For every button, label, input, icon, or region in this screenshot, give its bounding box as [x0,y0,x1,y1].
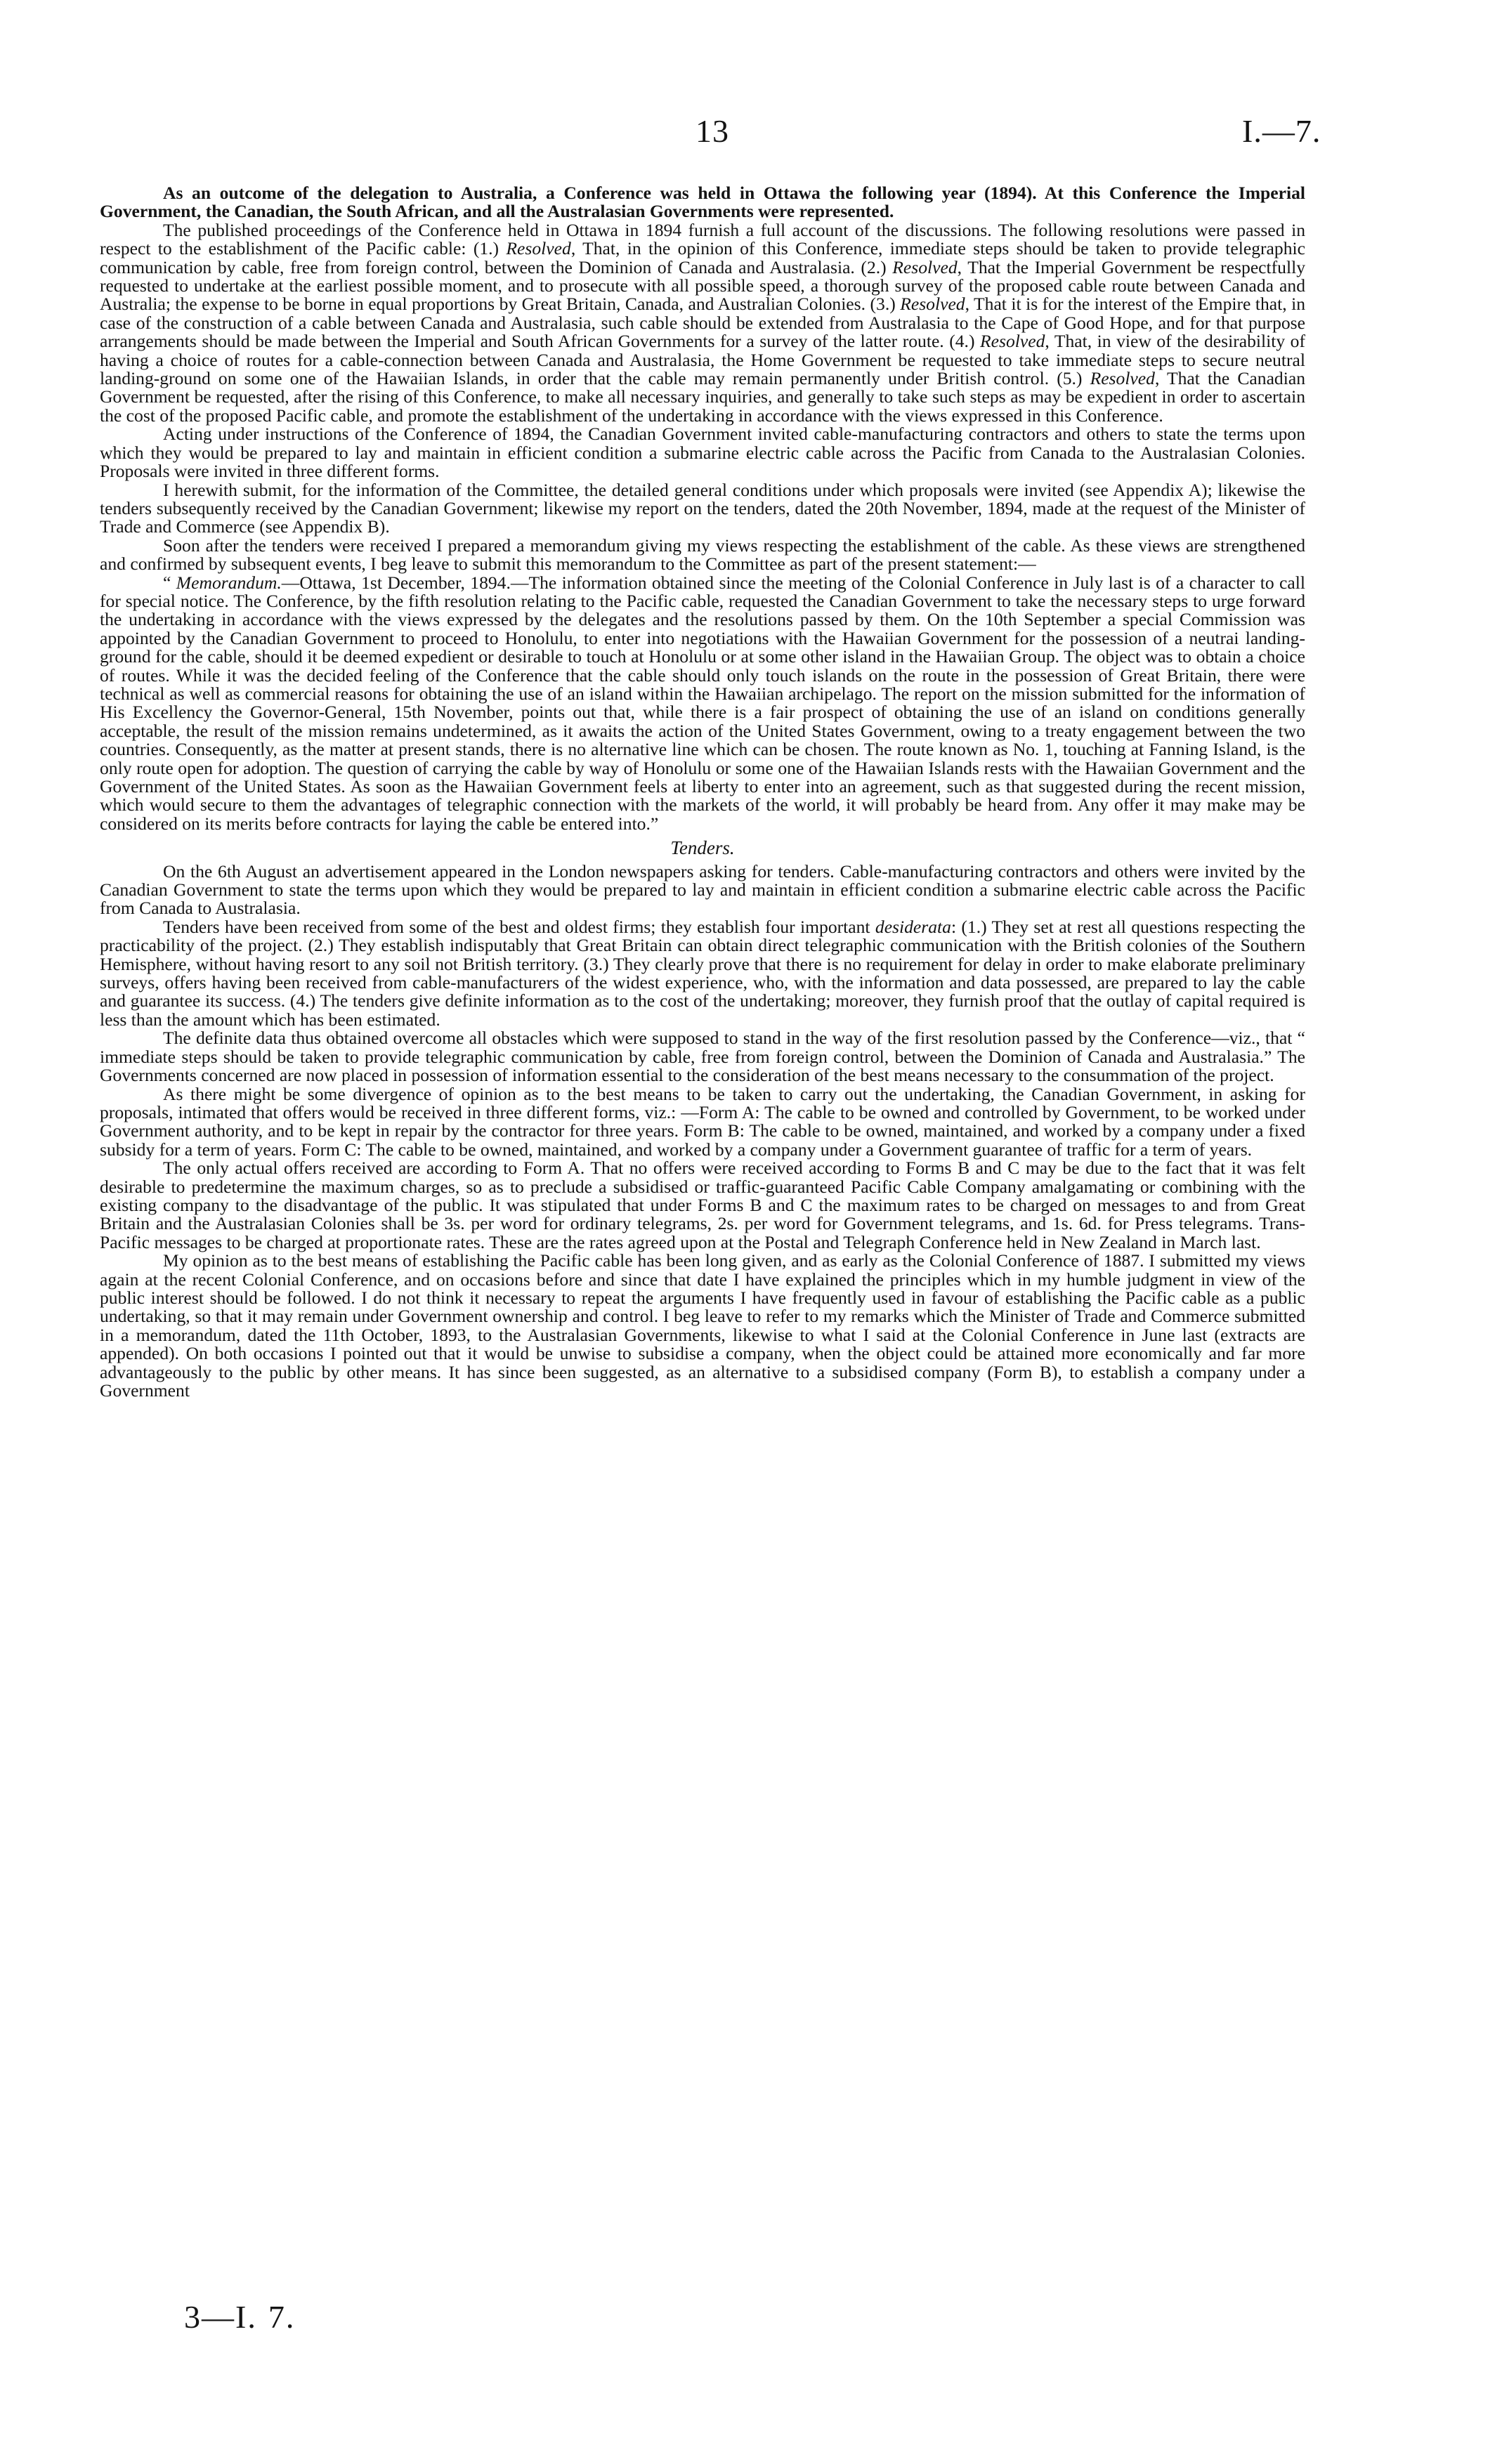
text-run: —Ottawa, 1st December, 1894.—The information obtained since the meeting of the Colonial Conference in July last is of a character to call for special notice. The Conference, by the fifth resolution relating to the Pacific cable, requested the Canadian Government to take the necessary steps to urge forward the undertaking in accordance with the views expressed by the delegates and the resolutions passed by them. On the 10th September a special Commission was appointed by the Canadian Government to proceed to Honolulu, to enter into negotiations with the Hawaiian Government for the possession of a neutrai landing-ground for the cable, should it be deemed expedient or desirable to touch at Honolulu or at some other island in the Hawaiian Group. The object was to obtain a choice of routes. While it was the decided feeling of the Conference that the cable should only touch islands on the route in the possession of Great Britain, there were technical as well as commercial reasons for obtaining the use of an island within the Hawaiian archipelago. The report on the mission submitted for the information of His Excellency the Governor-General, 15th November, points out that, while there is a fair prospect of obtaining the use of an island on conditions generally acceptable, the result of the mission remains undetermined, as it awaits the action of the United States Government, owing to a treaty engagement between the two countries. Consequently, as the matter at present stands, there is no alternative line which can be chosen. The route known as No. 1, touching at Fanning Island, is the only route open for adoption. The question of carrying the cable by way of Honolulu or some one of the Hawaiian Islands rests with the Hawaiian Government and the Government of the United States. As soon as the Hawaiian Government feels at liberty to enter into an agreement, such as that suggested during the recent mission, which would secure to them the advantages of telegraphic connection with the markets of the world, it will probably be heard from. Any offer it may make may be considered on its merits before contracts for laying the cable be entered into.” [100,572,1305,834]
paragraph-herewith-submit: I herewith submit, for the information of the Committee, the detailed general conditions under which proposals were invited (see Appendix A); likewise the tenders subsequently received by the Canadian Government; likewise my report on the tenders, dated the 20th November, 1894, made at the request of the Minister of Trade and Commerce (see Appendix B). [100,479,1305,537]
section-heading-tenders: Tenders. [670,837,735,859]
italic-resolved: Resolved [1090,368,1155,389]
text-run: , That, in view of the desirability of having a choice of routes for a cable-connection between Canada and Australasia, the Home Government be requested to take immediate steps to secure neutral landing-ground on some one of the Hawaiian Islands, in order that the cable may remain permanently under British control. (5.) [100,331,1305,389]
text-run: , That it is for the interest of the Empire that, in case of the construction of a cable between Canada and Australasia, such cable should be extended from Australasia to the Cape of Good Hope, and for that purpose arrangements should be made between the Imperial and South African Governments for a survey of the latter route. (4.) [100,294,1306,352]
text-run: : (1.) They set at rest all questions respecting the practicability of the project. (2.) They establish indisputably that Great Britain can obtain direct telegraphic communication with the British colonies of the Southern Hemisphere, without having resort to any soil not British territory. (3.) They clearly prove that there is no requirement for delay in order to make elaborate preliminary surveys, offers having been received from cable-manufacturers of the widest experience, who, with the information and data possessed, are prepared to lay the cable and guarantee its success. (4.) The tenders give definite information as to the cost of the undertaking; moreover, they furnish proof that the outlay of capital required is less than the amount which has been estimated. [100,916,1306,1030]
page-number: 13 [696,113,729,149]
italic-desiderata: desiderata [875,916,951,937]
paragraph-memorandum [100,574,1305,834]
text-run: The published proceedings of the Conference held in Ottawa in 1894 furnish a full account of the discussions. The following resolutions were passed in respect to the establishment of the Pacific cable: (1.) [100,219,1305,259]
text-run: , That the Imperial Government be respectfully requested to undertake at the earliest possible moment, and to prosecute with all possible speed, a thorough survey of the proposed cable route between Canada and Australia; the expense to be borne in equal proportions by Great Britain, Canada, and Australian Colonies. (3.) [100,256,1305,315]
text-run: , That, in the opinion of this Conference, immediate steps should be taken to provide telegraphic communication by cable, free from foreign control, between the Dominion of Canada and Australasia. (2.) [100,238,1305,277]
paragraph-definite-data: The definite data thus obtained overcome all obstacles which were supposed to stand in the way of the first resolution passed by the Conference—viz., that “ immediate steps should be taken to provide telegraphic communication by cable, free from foreign control, between the Dominion of Canada and Australasia.” The Governments concerned are now placed in possession of information essential to the consideration of the best means necessary to the consummation of the project. [100,1028,1305,1086]
paragraph-resolutions [100,221,1305,425]
paragraph-offers: The only actual offers received are according to Form A. That no offers were received according to Forms B and C may be due to the fact that it was felt desirable to predetermine the maximum charges, so as to preclude a subsidised or traffic-guaranteed Pacific Cable Company amalgamating or combining with the existing company to the disadvantage of the public. It was stipulated that under Forms B and C the maximum rates to be charged on messages to and from Great Britain and the Australasian Colonies shall be 3s. per word for ordinary telegrams, 2s. per word for Government telegrams, and 1s. 6d. for Press telegrams. Trans-Pacific messages to be charged at proportionate rates. These are the rates agreed upon at the Postal and Telegraph Conference held in New Zealand in March last. [100,1158,1305,1252]
paragraph-intro: As an outcome of the delegation to Australia, a Conference was held in Ottawa the following year (1894). At this Conference the Imperial Government, the Canadian, the South African, and all the Australasian Governments were represented. [100,183,1305,222]
signature-part: 7. [268,2299,296,2335]
text-run: , That the Canadian Government be requested, after the rising of this Conference, to make all necessary inquiries, and generally to take such steps as may be expedient in order to ascertain the cost of the proposed Pacific cable, and promote the establishment of the undertaking in accordance with the views expressed in this Conference. [100,368,1306,426]
italic-resolved: Resolved [980,331,1045,352]
document-reference: I.—7. [1242,113,1321,149]
paragraph-desiderata [100,918,1305,1029]
paragraph-acting-under-instructions: Acting under instructions of the Conference of 1894, the Canadian Government invited cable-manufacturing contractors and others to state the terms upon which they would be prepared to lay and maintain in efficient condition a submarine electric cable across the Pacific from Canada to the Australasian Colonies. Proposals were invited in three different forms. [100,424,1305,482]
text-run: “ [163,572,176,593]
paragraph-memorandum-intro: Soon after the tenders were received I prepared a memorandum giving my views respecting the establishment of the cable. As these views are strengthened and confirmed by subsequent events, I beg leave to submit this memorandum to the Committee as part of the present statement:— [100,535,1305,575]
paragraph-advertisement: On the 6th August an advertisement appeared in the London newspapers asking for tenders. Cable-manufacturing contractors and others were invited by the Canadian Government to state the terms upon which they would be prepared to lay and maintain in efficient condition a submarine electric cable across the Pacific from Canada to Australasia. [100,860,1305,919]
paragraph-my-opinion: My opinion as to the best means of establishing the Pacific cable has been long given, and as early as the Colonial Conference of 1887. I submitted my views again at the recent Colonial Conference, and on occasions before and since that date I have explained the principles which in my humble judgment in view of the public interest should be followed. I do not think it necessary to repeat the arguments I have frequently used in favour of establishing the Pacific cable as a public undertaking, so that it may remain under Government ownership and control. I beg leave to refer to my remarks which the Minister of Trade and Commerce submitted in a memorandum, dated the 11th October, 1893, to the Australasian Governments, likewise to what I said at the Colonial Conference in June last (extracts are appended). On both occasions I pointed out that it would be unwise to subsidise a company, when the object could be attained more economically and far more advantageously to the public by other means. It has since been suggested, as an alternative to a subsidised company (Form B), to establish a company under a Government [100,1250,1305,1401]
text-run: Tenders have been received from some of the best and oldest firms; they establish four important [163,916,875,937]
body-text [100,184,1305,1400]
italic-resolved: Resolved [892,256,958,277]
signature-part: 3—I. [184,2299,257,2335]
italic-resolved: Resolved [900,294,965,315]
paragraph-forms: As there might be some divergence of opinion as to the best means to be taken to carry out the undertaking, the Canadian Government, in asking for proposals, intimated that offers would be received in three different forms, viz.: —Form A: The cable to be owned and controlled by Government, to be worked under Government authority, and to be kept in repair by the contractor for three years. Form B: The cable to be owned, maintained, and worked by a company under a fixed subsidy for a term of years. Form C: The cable to be owned, maintained, and worked by a company under a Government guarantee of traffic for a term of years. [100,1083,1305,1160]
italic-resolved: Resolved [506,238,571,259]
printer-signature-mark [184,2298,295,2335]
italic-memorandum: Memorandum. [176,572,282,593]
